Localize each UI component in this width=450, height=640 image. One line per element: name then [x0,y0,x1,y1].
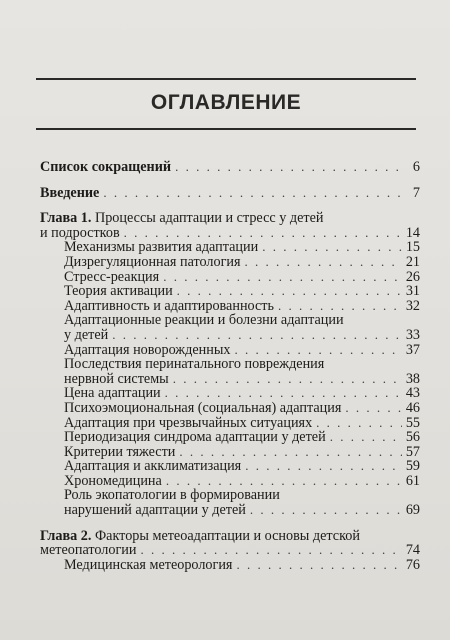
toc-entry [40,328,420,343]
dot-leader [112,328,402,343]
toc-entry-title: Список сокращений [40,159,172,175]
dot-leader [316,416,402,431]
toc-page-number: 32 [405,297,420,314]
toc-entry-title: Периодизация синдрома адаптации у детей [64,429,326,446]
toc-entry [40,543,420,558]
toc-page-number: 76 [405,556,420,573]
toc-entry [40,255,420,270]
toc-entry [40,270,420,285]
dot-leader [163,270,402,285]
toc-entry [40,386,420,401]
toc-entry [40,226,420,241]
toc-entry-title: Адаптация новорожденных [64,341,231,358]
toc-page-number: 43 [405,385,420,402]
dot-leader [236,558,401,573]
chapter-title: Факторы метеоадаптации и основы детской [91,527,360,544]
toc-page-number: 56 [405,429,420,446]
toc-page-number: 26 [405,268,420,285]
toc-page-number: 21 [405,253,420,270]
dot-leader [175,160,402,175]
toc-entry-title-line: Роль экопатологии в формировании [64,487,280,504]
toc-entry [40,160,420,175]
dot-leader [179,445,401,460]
chapter-title: Процессы адаптации и стресс у детей [91,210,324,227]
toc-entry-title: Адаптация при чрезвычайных ситуациях [64,414,313,431]
toc-page-number: 15 [405,239,420,256]
table-of-contents [40,160,420,572]
toc-entry-title: Цена адаптации [64,385,161,402]
toc-entry [40,445,420,460]
toc-entry-title: Дизрегуляционная патология [64,253,241,270]
toc-entry-title-line: Адаптационные реакции и болезни адаптации [64,312,344,329]
toc-entry [40,284,420,299]
toc-entry-title: Механизмы развития адаптации [64,239,259,256]
dot-leader [262,240,402,255]
dot-leader [345,401,401,416]
toc-entry-title: Хрономедицина [64,472,162,489]
toc-page-number: 57 [405,443,420,460]
toc-entry [40,299,420,314]
toc-entry-title-line [40,529,360,544]
page-title: ОГЛАВЛЕНИЕ [150,91,302,114]
toc-entry-first-line [40,488,420,503]
toc-entry-title: у детей [64,326,109,343]
dot-leader [124,226,402,241]
toc-page-number: 61 [405,472,420,489]
toc-entry [40,240,420,255]
chapter-number: Глава 2. [40,527,92,544]
toc-entry-title: и подростков [40,224,120,241]
dot-leader [141,543,402,558]
toc-entry [40,430,420,445]
toc-entry-title: Введение [40,184,100,201]
toc-chapter-heading [40,529,420,544]
bottom-rule [36,128,416,130]
toc-entry-title: Адаптивность и адаптированность [64,297,274,314]
dot-leader [103,186,402,201]
dot-leader [234,343,401,358]
toc-entry [40,459,420,474]
toc-entry [40,343,420,358]
toc-entry-title-line: Последствия перинатального повреждения [64,356,325,373]
toc-page-number: 74 [405,542,420,559]
dot-leader [245,255,402,270]
toc-entry-title: метеопатологии [40,542,137,559]
toc-entry-first-line [40,313,420,328]
toc-page-number: 7 [412,184,420,201]
dot-leader [278,299,402,314]
dot-leader [245,459,402,474]
toc-page-number: 46 [405,399,420,416]
toc-entry-title: Адаптация и акклиматизация [64,458,242,475]
toc-entry-title: нарушений адаптации у детей [64,502,246,519]
toc-entry [40,503,420,518]
toc-entry [40,416,420,431]
toc-entry [40,186,420,201]
toc-entry-title: Медицинская метеорология [64,556,233,573]
toc-entry-title: Стресс-реакция [64,268,160,285]
toc-entry-title-line [40,211,323,226]
dot-leader [173,372,402,387]
toc-entry-first-line [40,357,420,372]
toc-entry-title: Теория активации [64,283,173,300]
top-rule [36,78,416,80]
dot-leader [330,430,402,445]
toc-page-number: 14 [405,224,420,241]
toc-page-number: 31 [405,283,420,300]
dot-leader [177,284,402,299]
toc-entry-title: нервной системы [64,370,169,387]
toc-entry-title: Психоэмоциональная (социальная) адаптация [64,399,342,416]
toc-page-number: 38 [405,370,420,387]
toc-chapter-heading [40,211,420,226]
dot-leader [165,386,402,401]
toc-page-number: 6 [412,159,420,175]
dot-leader [250,503,402,518]
dot-leader [166,474,402,489]
toc-page-number: 33 [405,326,420,343]
toc-page-number: 69 [405,502,420,519]
toc-page-number: 37 [405,341,420,358]
toc-entry [40,558,420,573]
toc-page-number: 59 [405,458,420,475]
toc-entry-title: Критерии тяжести [64,443,176,460]
toc-entry [40,401,420,416]
toc-page-number: 55 [405,414,420,431]
chapter-number: Глава 1. [40,210,92,227]
toc-entry [40,474,420,489]
toc-entry [40,372,420,387]
